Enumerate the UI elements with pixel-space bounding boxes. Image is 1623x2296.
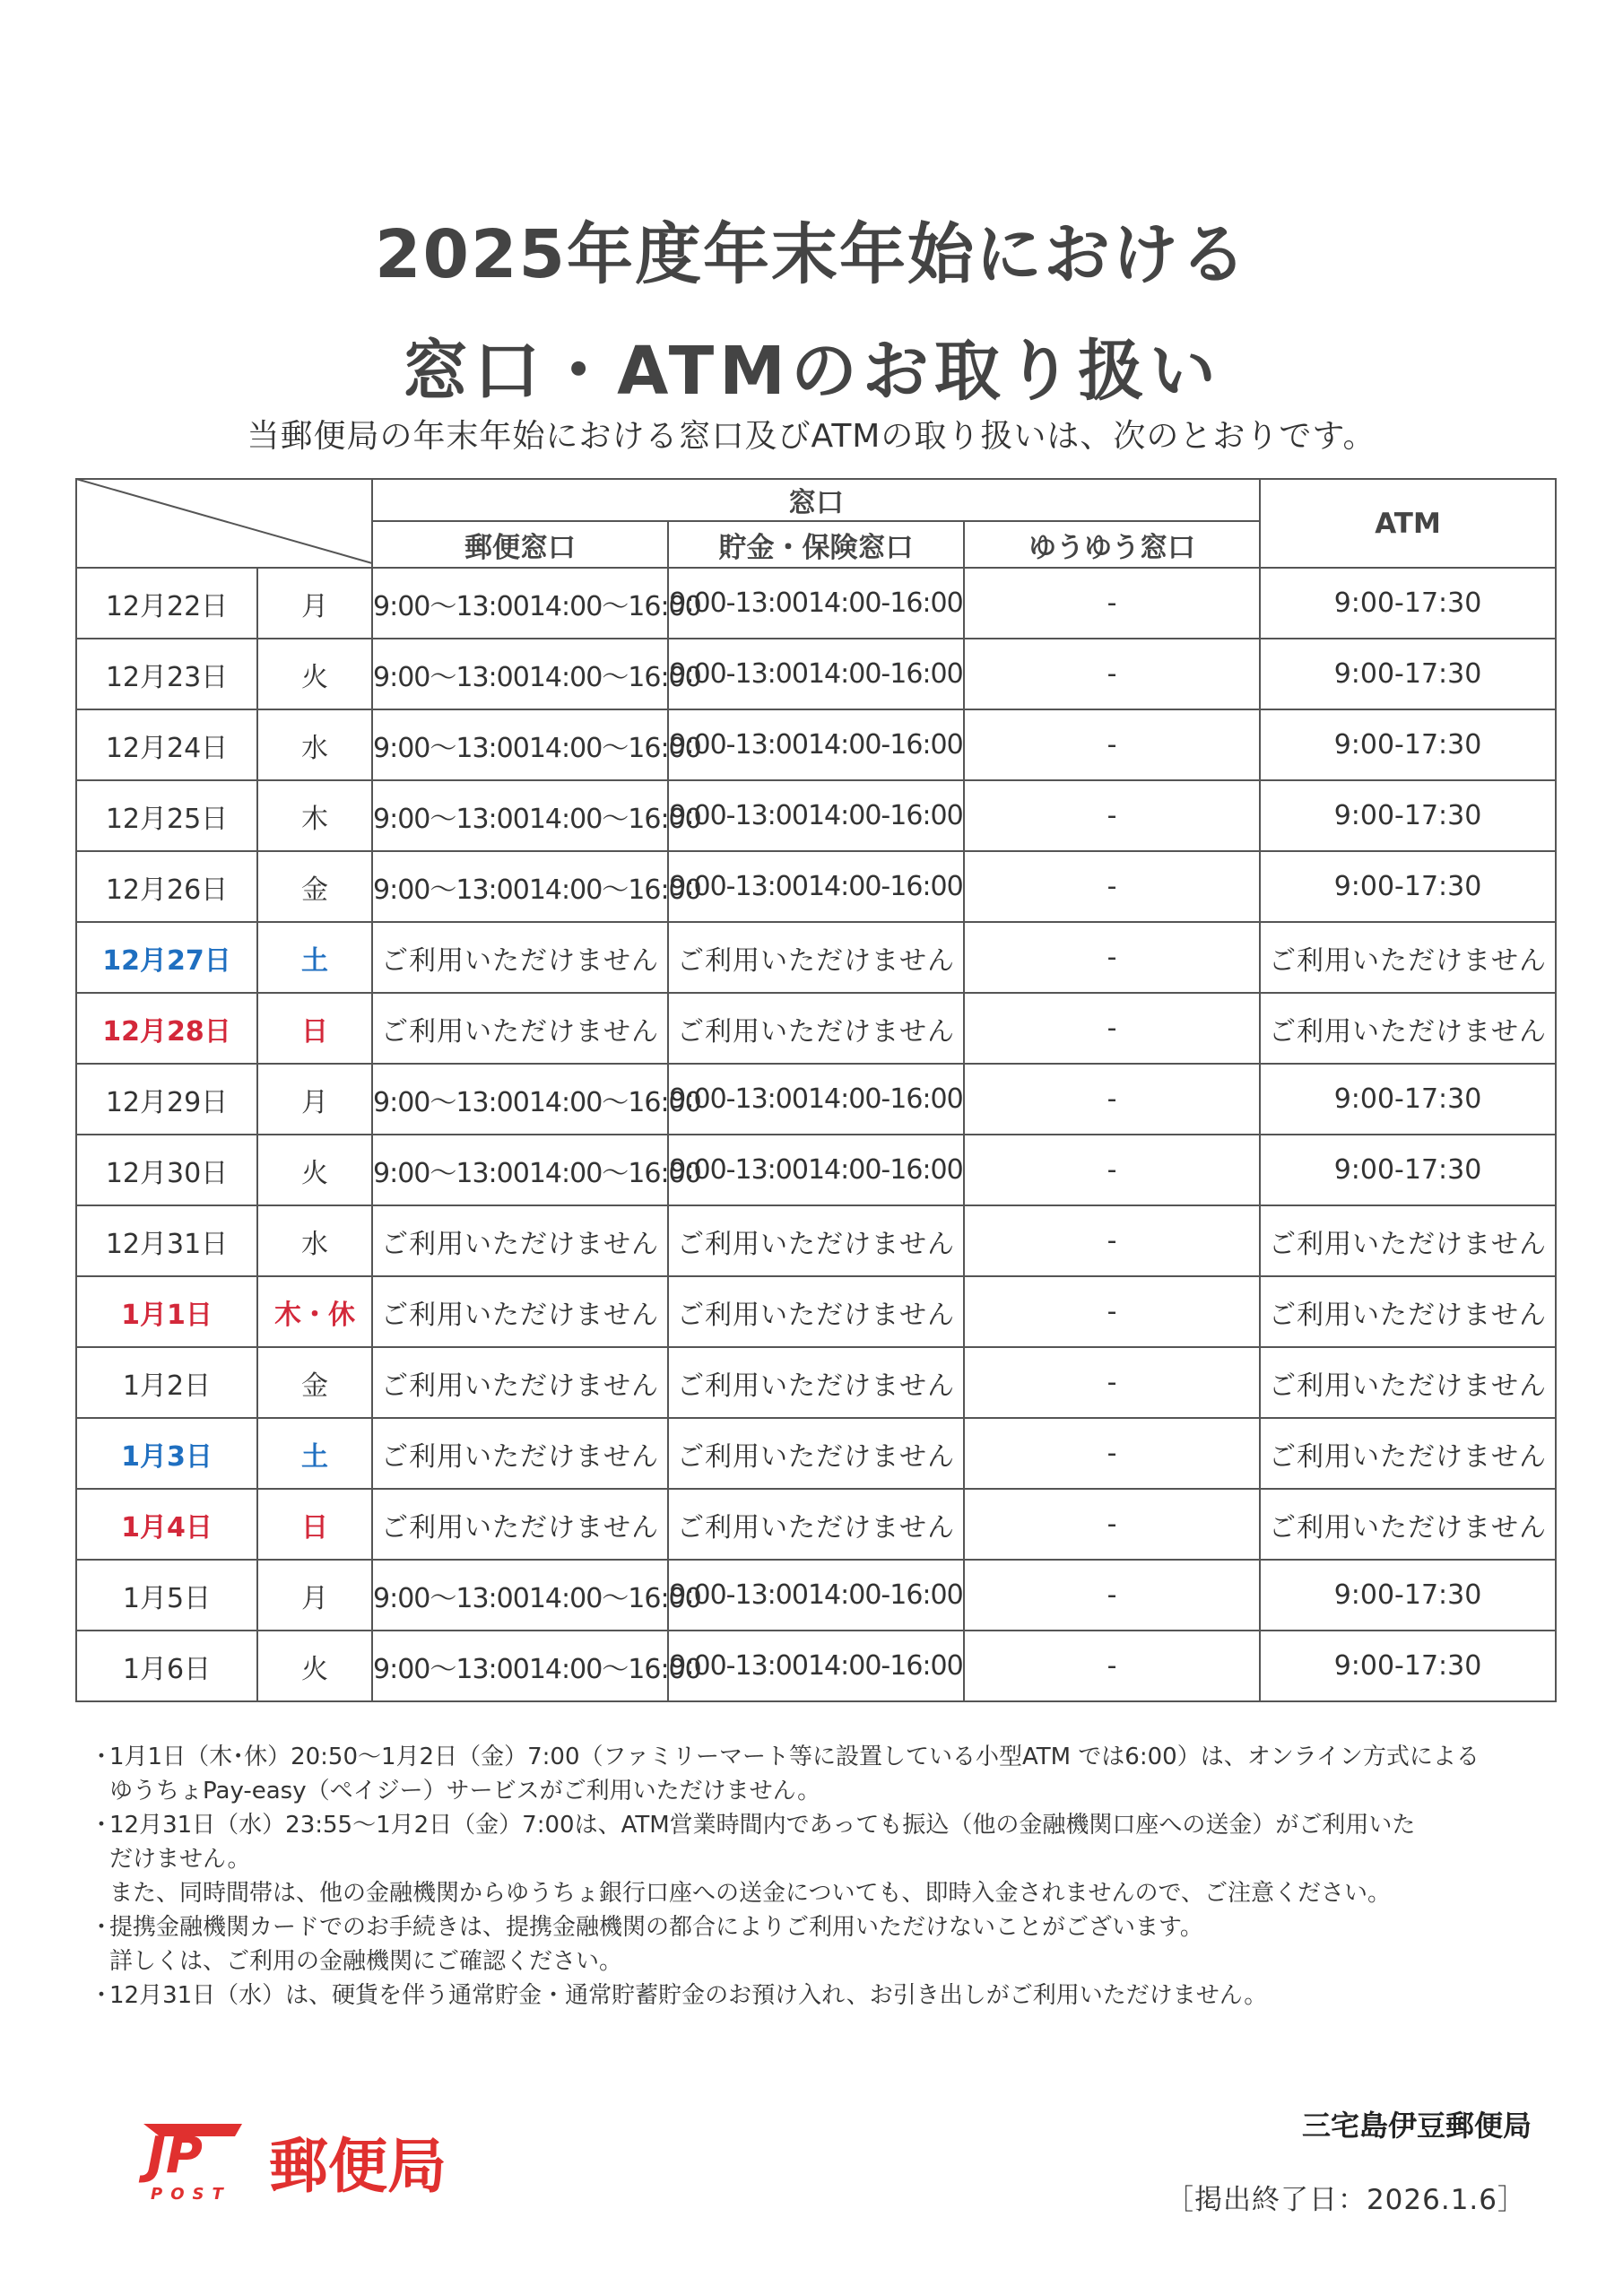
atm-cell: 9:00-17:30 [1260,851,1556,922]
date-cell: 1月2日 [76,1347,257,1418]
atm-cell: 9:00-17:30 [1260,1560,1556,1631]
date-cell: 12月27日 [76,922,257,993]
postal-window-cell: 9:00～13:0014:00～16:00 [372,851,668,922]
note-line: 提携金融機関カードでのお手続きは、提携金融機関の都合によりご利用いただけないことがございます。 [109,1914,1203,1941]
day-of-week-cell: 金 [257,1347,372,1418]
post-office-name: 三宅島伊豆郵便局 [1301,2109,1532,2143]
note-item [90,1979,1560,2013]
note-bullet: ・ [90,1744,114,1770]
table-row [76,639,1556,709]
table-row [76,1489,1556,1560]
logo-mark: JP [147,2126,203,2185]
yuyu-window-cell: - [964,639,1260,709]
note-item [90,1910,1560,1979]
savings-window-cell: ご利用いただけません [668,1276,964,1347]
day-of-week-cell: 金 [257,851,372,922]
postal-window-cell: ご利用いただけません [372,922,668,993]
date-cell: 12月26日 [76,851,257,922]
atm-cell: 9:00-17:30 [1260,780,1556,851]
day-of-week-cell: 木・休 [257,1276,372,1347]
yuyu-window-cell: - [964,851,1260,922]
yuyu-window-cell: - [964,1276,1260,1347]
page-title-line1: 2025年度年末年始における [375,216,1248,293]
table-row [76,1064,1556,1135]
table-row [76,780,1556,851]
savings-window-cell: 9:00-13:0014:00-16:00 [668,568,964,639]
table-row [76,1347,1556,1418]
table-row [76,1135,1556,1205]
schedule-table [75,478,1557,1702]
atm-cell: ご利用いただけません [1260,993,1556,1064]
postal-window-cell: 9:00～13:0014:00～16:00 [372,568,668,639]
atm-cell: 9:00-17:30 [1260,568,1556,639]
date-cell: 12月23日 [76,639,257,709]
savings-window-cell: ご利用いただけません [668,1347,964,1418]
savings-window-cell: ご利用いただけません [668,1205,964,1276]
diagonal-line [76,479,372,563]
date-cell: 12月31日 [76,1205,257,1276]
yuyu-window-cell: - [964,1418,1260,1489]
day-of-week-cell: 土 [257,1418,372,1489]
atm-cell: ご利用いただけません [1260,1347,1556,1418]
notes-section [90,1740,1560,2013]
atm-cell: ご利用いただけません [1260,1205,1556,1276]
table-row [76,993,1556,1064]
note-line: 12月31日（水）23:55～1月2日（金）7:00は、ATM営業時間内であっても振込（他の金融機関口座への送金）がご利用いた [109,1812,1416,1839]
postal-window-cell: ご利用いただけません [372,1347,668,1418]
atm-cell: ご利用いただけません [1260,1418,1556,1489]
date-cell: 12月25日 [76,780,257,851]
date-cell: 1月4日 [76,1489,257,1560]
savings-window-cell: 9:00-13:0014:00-16:00 [668,1064,964,1135]
day-of-week-cell: 月 [257,568,372,639]
savings-window-cell: 9:00-13:0014:00-16:00 [668,1135,964,1205]
postal-window-cell: 9:00～13:0014:00～16:00 [372,1135,668,1205]
table-row [76,1418,1556,1489]
atm-cell: 9:00-17:30 [1260,1135,1556,1205]
yuyu-window-cell: - [964,1347,1260,1418]
savings-window-header: 貯金・保険窓口 [668,521,964,568]
intro-text: 当郵便局の年末年始における窓口及びATMの取り扱いは、次のとおりです。 [247,418,1376,455]
postal-window-cell: 9:00～13:0014:00～16:00 [372,780,668,851]
note-line: ゆうちょPay-easy（ペイジー）サービスがご利用いただけません。 [109,1778,821,1805]
postal-window-cell: ご利用いただけません [372,1205,668,1276]
table-row [76,1276,1556,1347]
table-corner-cell [76,479,372,568]
yuyu-window-cell: - [964,922,1260,993]
logo-post-text: POST [151,2185,231,2204]
postal-window-cell: 9:00～13:0014:00～16:00 [372,639,668,709]
note-item [90,1740,1560,1808]
table-row [76,709,1556,780]
day-of-week-cell: 日 [257,993,372,1064]
date-cell: 12月22日 [76,568,257,639]
note-bullet: ・ [90,1812,114,1839]
yuyu-window-cell: - [964,1064,1260,1135]
postal-window-cell: ご利用いただけません [372,993,668,1064]
date-cell: 12月28日 [76,993,257,1064]
table-row [76,1205,1556,1276]
yuyu-window-cell: - [964,993,1260,1064]
atm-cell: ご利用いただけません [1260,1489,1556,1560]
day-of-week-cell: 火 [257,1631,372,1701]
table-row [76,922,1556,993]
window-group-header: 窓口 [372,479,1260,521]
yuyu-window-cell: - [964,568,1260,639]
savings-window-cell: 9:00-13:0014:00-16:00 [668,709,964,780]
atm-header: ATM [1260,479,1556,568]
day-of-week-cell: 火 [257,639,372,709]
table-row [76,568,1556,639]
date-cell: 12月29日 [76,1064,257,1135]
logo-name-text: 郵便局 [269,2132,447,2201]
postal-window-cell: ご利用いただけません [372,1489,668,1560]
day-of-week-cell: 月 [257,1560,372,1631]
postal-window-cell: 9:00～13:0014:00～16:00 [372,1560,668,1631]
date-cell: 1月3日 [76,1418,257,1489]
postal-window-cell: 9:00～13:0014:00～16:00 [372,709,668,780]
savings-window-cell: ご利用いただけません [668,1489,964,1560]
note-bullet: ・ [90,1982,114,2009]
table-row [76,1631,1556,1701]
atm-cell: ご利用いただけません [1260,1276,1556,1347]
yuyu-window-cell: - [964,1135,1260,1205]
atm-cell: 9:00-17:30 [1260,709,1556,780]
note-line: また、同時間帯は、他の金融機関からゆうちょ銀行口座への送金についても、即時入金されませんので、ご注意ください。 [109,1880,1391,1907]
postal-window-cell: ご利用いただけません [372,1276,668,1347]
yuyu-window-cell: - [964,780,1260,851]
day-of-week-cell: 木 [257,780,372,851]
postal-window-cell: ご利用いただけません [372,1418,668,1489]
yuyu-window-cell: - [964,709,1260,780]
postal-window-header: 郵便窓口 [372,521,668,568]
japan-post-logo [135,2117,520,2206]
savings-window-cell: 9:00-13:0014:00-16:00 [668,780,964,851]
day-of-week-cell: 土 [257,922,372,993]
postal-window-cell: 9:00～13:0014:00～16:00 [372,1064,668,1135]
date-cell: 1月6日 [76,1631,257,1701]
note-line: だけません。 [109,1846,251,1873]
day-of-week-cell: 日 [257,1489,372,1560]
note-line: 12月31日（水）は、硬貨を伴う通常貯金・通常貯蓄貯金のお預け入れ、お引き出しがご利用いただけません。 [109,1982,1268,2009]
savings-window-cell: 9:00-13:0014:00-16:00 [668,851,964,922]
savings-window-cell: 9:00-13:0014:00-16:00 [668,1631,964,1701]
atm-cell: ご利用いただけません [1260,922,1556,993]
atm-cell: 9:00-17:30 [1260,639,1556,709]
day-of-week-cell: 水 [257,1205,372,1276]
savings-window-cell: 9:00-13:0014:00-16:00 [668,1560,964,1631]
date-cell: 1月1日 [76,1276,257,1347]
yuyu-window-header: ゆうゆう窓口 [964,521,1260,568]
note-line: 詳しくは、ご利用の金融機関にご確認ください。 [109,1948,623,1975]
page-title-line2: 窓口・ATMのお取り扱い [402,333,1221,410]
day-of-week-cell: 月 [257,1064,372,1135]
savings-window-cell: ご利用いただけません [668,922,964,993]
note-item [90,1808,1560,1910]
yuyu-window-cell: - [964,1489,1260,1560]
posting-end-date: ［掲出終了日：2026.1.6］ [1165,2184,1526,2216]
savings-window-cell: ご利用いただけません [668,993,964,1064]
savings-window-cell: ご利用いただけません [668,1418,964,1489]
atm-cell: 9:00-17:30 [1260,1631,1556,1701]
note-line: 1月1日（木･休）20:50～1月2日（金）7:00（ファミリーマート等に設置している小型ATM では6:00）は、オンライン方式による [109,1744,1480,1770]
schedule-body [76,568,1556,1701]
date-cell: 12月24日 [76,709,257,780]
date-cell: 1月5日 [76,1560,257,1631]
note-bullet: ・ [90,1914,114,1941]
day-of-week-cell: 水 [257,709,372,780]
yuyu-window-cell: - [964,1631,1260,1701]
atm-cell: 9:00-17:30 [1260,1064,1556,1135]
day-of-week-cell: 火 [257,1135,372,1205]
postal-window-cell: 9:00～13:0014:00～16:00 [372,1631,668,1701]
savings-window-cell: 9:00-13:0014:00-16:00 [668,639,964,709]
table-row [76,851,1556,922]
table-row [76,1560,1556,1631]
yuyu-window-cell: - [964,1560,1260,1631]
date-cell: 12月30日 [76,1135,257,1205]
yuyu-window-cell: - [964,1205,1260,1276]
